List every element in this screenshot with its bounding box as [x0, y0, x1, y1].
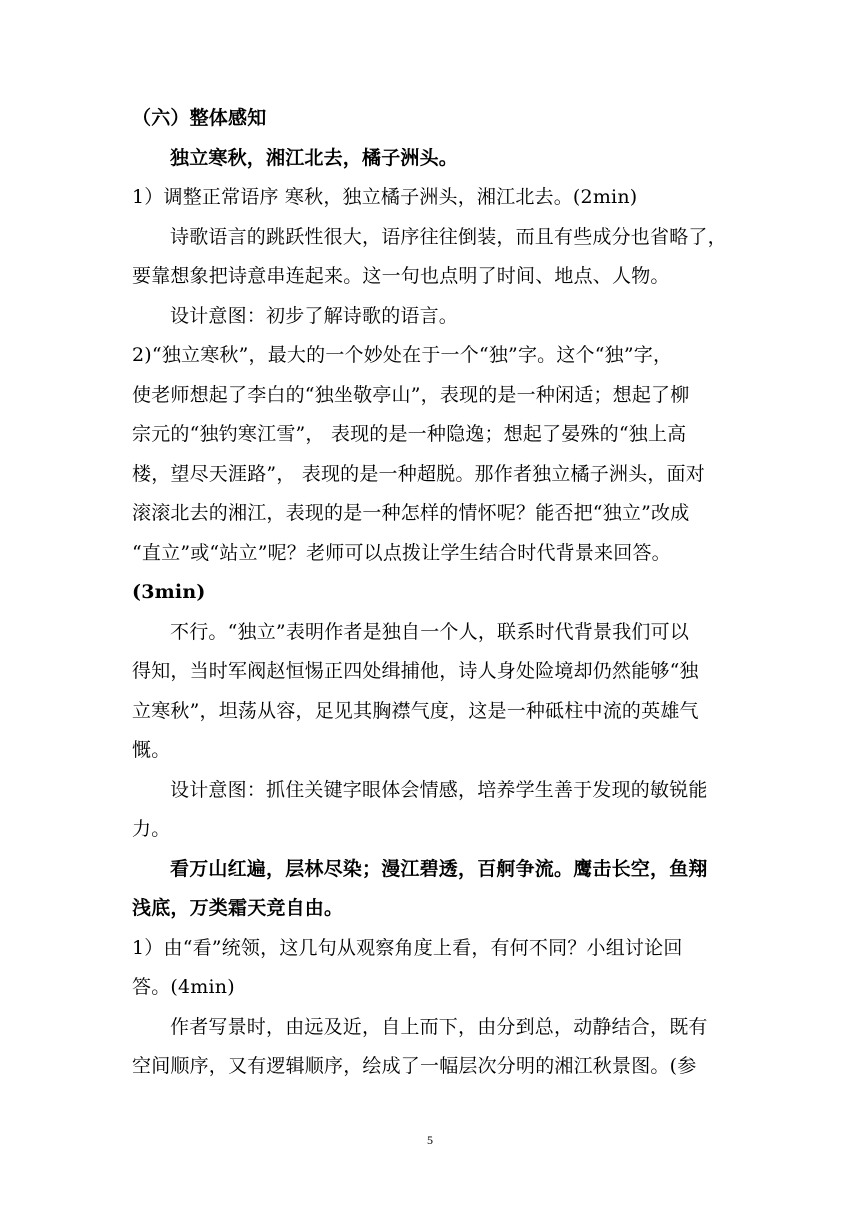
- text-line: 要靠想象把诗意串连起来。这一句也点明了时间、地点、人物。: [132, 265, 670, 287]
- text-line: 2)“独立寒秋”，最大的一个妙处在于一个“独”字。这个“独”字，: [132, 344, 673, 366]
- text-line: “直立”或“站立”呢？老师可以点拨让学生结合时代背景来回答。: [132, 541, 671, 564]
- text-line: 看万山红遍，层林尽染；漫江碧透，百舸争流。鹰击长空，鱼翔: [170, 857, 708, 880]
- text-line: 设计意图：抓住关键字眼体会情感，培养学生善于发现的敏锐能: [170, 778, 708, 801]
- text-line: 独立寒秋，湘江北去，橘子洲头。: [170, 146, 459, 169]
- text-line: 空间顺序，又有逻辑顺序，绘成了一幅层次分明的湘江秋景图。(参: [132, 1055, 697, 1077]
- text-line: 浅底，万类霜天竞自由。: [132, 897, 344, 919]
- text-line: 得知，当时军阀赵恒惕正四处缉捕他，诗人身处险境却仍然能够“独: [132, 660, 699, 682]
- text-line: 作者写景时，由远及近，自上而下，由分到总，动静结合，既有: [170, 1015, 708, 1038]
- text-line: 1）调整正常语序 寒秋，独立橘子洲头，湘江北去。(2min): [132, 186, 638, 208]
- document-body: [132, 99, 738, 1087]
- text-line: (3min): [132, 581, 206, 603]
- text-line: 慨。: [132, 739, 171, 761]
- text-line: 立寒秋”，坦荡从容，足见其胸襟气度，这是一种砥柱中流的英雄气: [132, 699, 699, 722]
- text-line: 设计意图：初步了解诗歌的语言。: [170, 304, 459, 327]
- text-line: 不行。“独立”表明作者是独自一个人，联系时代背景我们可以: [170, 620, 690, 643]
- text-line: 宗元的“独钓寒江雪”， 表现的是一种隐逸；想起了晏殊的“独上高: [132, 423, 687, 445]
- text-line: 滚滚北去的湘江，表现的是一种怎样的情怀呢？能否把“独立”改成: [132, 502, 690, 524]
- page-number: 5: [427, 1133, 433, 1147]
- text-line: 1）由“看”统领，这几句从观察角度上看，有何不同？小组讨论回: [132, 936, 683, 959]
- text-line: （六）整体感知: [132, 107, 267, 129]
- text-line: 诗歌语言的跳跃性很大，语序往往倒装，而且有些成分也省略了，: [170, 225, 727, 248]
- text-line: 楼，望尽天涯路”， 表现的是一种超脱。那作者独立橘子洲头，面对: [132, 462, 705, 485]
- text-line: 力。: [132, 818, 171, 840]
- text-line: 答。(4min): [132, 976, 235, 998]
- text-line: 使老师想起了李白的“独坐敬亭山”，表现的是一种闲适；想起了柳: [132, 383, 690, 406]
